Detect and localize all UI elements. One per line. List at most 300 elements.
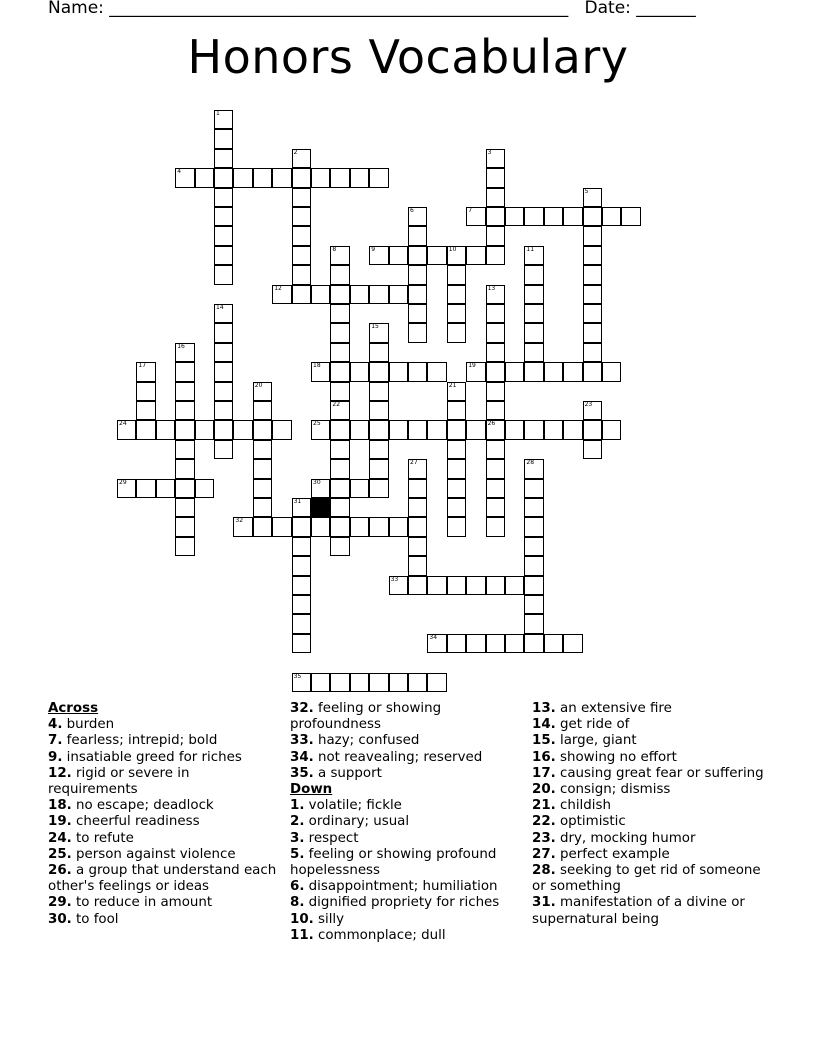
clue-text: cheerful readiness bbox=[71, 814, 200, 830]
grid-cell[interactable] bbox=[486, 498, 505, 517]
clue-item bbox=[290, 895, 520, 911]
grid-cell[interactable] bbox=[486, 576, 505, 595]
grid-cell[interactable] bbox=[389, 285, 408, 304]
grid-cell[interactable] bbox=[408, 265, 427, 284]
grid-cell[interactable] bbox=[369, 479, 388, 498]
grid-cell[interactable] bbox=[524, 517, 543, 536]
grid-cell[interactable] bbox=[466, 207, 485, 226]
grid-cell[interactable] bbox=[544, 634, 563, 653]
grid-cell[interactable] bbox=[292, 246, 311, 265]
grid-cell[interactable] bbox=[408, 362, 427, 381]
grid-cell[interactable] bbox=[195, 420, 214, 439]
clue-item bbox=[48, 847, 283, 863]
grid-cell[interactable] bbox=[350, 479, 369, 498]
grid-cell[interactable] bbox=[214, 207, 233, 226]
grid-cell[interactable] bbox=[447, 401, 466, 420]
clue-number-label: 35. bbox=[290, 765, 314, 781]
grid-cell[interactable] bbox=[486, 168, 505, 187]
clue-number: 2 bbox=[293, 148, 298, 156]
grid-cell[interactable] bbox=[524, 304, 543, 323]
grid-cell[interactable] bbox=[330, 304, 349, 323]
grid-cell[interactable] bbox=[583, 362, 602, 381]
grid-cell[interactable] bbox=[583, 285, 602, 304]
grid-cell[interactable] bbox=[292, 634, 311, 653]
grid-cell[interactable] bbox=[311, 285, 330, 304]
grid-cell[interactable] bbox=[486, 207, 505, 226]
clue-item bbox=[290, 766, 520, 782]
grid-cell[interactable] bbox=[136, 382, 155, 401]
grid-cell[interactable] bbox=[408, 479, 427, 498]
grid-cell[interactable] bbox=[272, 517, 291, 536]
clue-item bbox=[532, 717, 772, 733]
grid-cell[interactable] bbox=[486, 246, 505, 265]
grid-cell[interactable] bbox=[389, 362, 408, 381]
grid-cell[interactable] bbox=[486, 479, 505, 498]
clue-text: an extensive fire bbox=[555, 701, 672, 716]
grid-cell[interactable] bbox=[195, 479, 214, 498]
grid-cell[interactable] bbox=[292, 537, 311, 556]
grid-cell[interactable] bbox=[583, 188, 602, 207]
grid-cell[interactable] bbox=[175, 440, 194, 459]
grid-cell[interactable] bbox=[427, 362, 446, 381]
clue-text: silly bbox=[313, 911, 345, 927]
grid-cell[interactable] bbox=[253, 168, 272, 187]
grid-cell[interactable] bbox=[369, 517, 388, 536]
grid-cell[interactable] bbox=[486, 362, 505, 381]
grid-cell[interactable] bbox=[330, 498, 349, 517]
clue-number: 21 bbox=[448, 381, 457, 389]
grid-cell[interactable] bbox=[524, 459, 543, 478]
grid-cell[interactable] bbox=[233, 517, 252, 536]
grid-cell[interactable] bbox=[292, 265, 311, 284]
grid-cell[interactable] bbox=[583, 323, 602, 342]
grid-cell[interactable] bbox=[292, 207, 311, 226]
clue-number: 10 bbox=[448, 245, 457, 253]
grid-cell[interactable] bbox=[136, 362, 155, 381]
grid-cell[interactable] bbox=[214, 129, 233, 148]
grid-cell[interactable] bbox=[447, 265, 466, 284]
grid-cell[interactable] bbox=[602, 420, 621, 439]
grid-cell[interactable] bbox=[156, 420, 175, 439]
grid-cell[interactable] bbox=[175, 401, 194, 420]
grid-cell[interactable] bbox=[447, 498, 466, 517]
grid-cell[interactable] bbox=[350, 168, 369, 187]
grid-cell[interactable] bbox=[369, 343, 388, 362]
grid-cell[interactable] bbox=[292, 285, 311, 304]
grid-cell[interactable] bbox=[563, 207, 582, 226]
grid-cell[interactable] bbox=[408, 207, 427, 226]
grid-cell[interactable] bbox=[563, 420, 582, 439]
grid-cell[interactable] bbox=[292, 226, 311, 245]
grid-cell[interactable] bbox=[350, 420, 369, 439]
grid-cell[interactable] bbox=[330, 537, 349, 556]
grid-cell[interactable] bbox=[330, 265, 349, 284]
grid-cell[interactable] bbox=[311, 168, 330, 187]
grid-cell[interactable] bbox=[505, 576, 524, 595]
grid-cell[interactable] bbox=[466, 576, 485, 595]
grid-cell[interactable] bbox=[175, 479, 194, 498]
grid-cell[interactable] bbox=[583, 246, 602, 265]
clue-number: 24 bbox=[119, 420, 127, 428]
grid-cell[interactable] bbox=[292, 556, 311, 575]
clue-number-label: 29. bbox=[48, 895, 72, 911]
grid-cell[interactable] bbox=[447, 459, 466, 478]
grid-cell[interactable] bbox=[272, 420, 291, 439]
grid-cell[interactable] bbox=[214, 149, 233, 168]
grid-cell[interactable] bbox=[583, 207, 602, 226]
grid-cell[interactable] bbox=[524, 556, 543, 575]
clue-number: 31 bbox=[293, 498, 302, 505]
grid-cell[interactable] bbox=[408, 323, 427, 342]
grid-cell[interactable] bbox=[602, 207, 621, 226]
grid-cell[interactable] bbox=[524, 323, 543, 342]
grid-cell[interactable] bbox=[214, 323, 233, 342]
grid-cell[interactable] bbox=[311, 517, 330, 536]
grid-cell[interactable] bbox=[330, 459, 349, 478]
grid-cell[interactable] bbox=[389, 517, 408, 536]
grid-cell[interactable] bbox=[330, 517, 349, 536]
grid-cell[interactable] bbox=[253, 498, 272, 517]
grid-cell[interactable] bbox=[136, 420, 155, 439]
clue-number-label: 20. bbox=[532, 782, 556, 798]
clue-text: perfect example bbox=[555, 846, 670, 862]
grid-cell[interactable] bbox=[447, 634, 466, 653]
grid-cell[interactable] bbox=[408, 226, 427, 245]
grid-cell[interactable] bbox=[427, 673, 446, 692]
grid-cell[interactable] bbox=[214, 110, 233, 129]
clue-text: dry, mocking humor bbox=[555, 830, 696, 846]
grid-cell[interactable] bbox=[408, 556, 427, 575]
grid-cell[interactable] bbox=[311, 420, 330, 439]
grid-cell[interactable] bbox=[214, 401, 233, 420]
grid-cell[interactable] bbox=[544, 207, 563, 226]
grid-cell[interactable] bbox=[330, 382, 349, 401]
clue-text: causing great fear or suffering bbox=[555, 765, 764, 781]
grid-cell[interactable] bbox=[583, 343, 602, 362]
clue-number: 19 bbox=[468, 362, 476, 370]
clue-number-label: 31. bbox=[532, 895, 556, 911]
grid-cell[interactable] bbox=[175, 168, 194, 187]
grid-cell[interactable] bbox=[253, 479, 272, 498]
grid-cell[interactable] bbox=[369, 382, 388, 401]
clue-number-label: 22. bbox=[532, 814, 556, 830]
grid-cell[interactable] bbox=[389, 420, 408, 439]
grid-cell[interactable] bbox=[350, 362, 369, 381]
clue-item bbox=[290, 847, 520, 879]
grid-cell[interactable] bbox=[214, 440, 233, 459]
grid-cell[interactable] bbox=[330, 440, 349, 459]
grid-cell[interactable] bbox=[563, 362, 582, 381]
grid-cell[interactable] bbox=[389, 576, 408, 595]
grid-cell[interactable] bbox=[369, 168, 388, 187]
grid-cell[interactable] bbox=[486, 459, 505, 478]
grid-cell[interactable] bbox=[369, 673, 388, 692]
grid-cell[interactable] bbox=[214, 168, 233, 187]
grid-cell[interactable] bbox=[253, 382, 272, 401]
grid-cell[interactable] bbox=[253, 517, 272, 536]
grid-cell[interactable] bbox=[214, 382, 233, 401]
grid-cell[interactable] bbox=[233, 420, 252, 439]
grid-cell[interactable] bbox=[447, 323, 466, 342]
grid-cell[interactable] bbox=[544, 420, 563, 439]
grid-cell[interactable] bbox=[292, 517, 311, 536]
clue-number-label: 26. bbox=[48, 863, 72, 879]
grid-cell[interactable] bbox=[330, 420, 349, 439]
clue-number-label: 32. bbox=[290, 701, 314, 716]
across-clue-list bbox=[48, 717, 283, 928]
date-blank[interactable]: _______ bbox=[636, 0, 696, 18]
clue-text: no escape; deadlock bbox=[71, 798, 214, 814]
grid-cell[interactable] bbox=[408, 459, 427, 478]
clue-number-label: 21. bbox=[532, 798, 556, 814]
grid-cell[interactable] bbox=[214, 343, 233, 362]
grid-cell[interactable] bbox=[175, 382, 194, 401]
grid-cell[interactable] bbox=[214, 188, 233, 207]
grid-cell[interactable] bbox=[369, 362, 388, 381]
grid-cell[interactable] bbox=[253, 459, 272, 478]
grid-cell[interactable] bbox=[195, 168, 214, 187]
grid-cell[interactable] bbox=[524, 614, 543, 633]
grid-cell[interactable] bbox=[233, 168, 252, 187]
clue-number: 26 bbox=[487, 420, 496, 428]
grid-cell[interactable] bbox=[583, 401, 602, 420]
grid-cell[interactable] bbox=[486, 343, 505, 362]
grid-cell[interactable] bbox=[447, 576, 466, 595]
grid-cell[interactable] bbox=[583, 265, 602, 284]
grid-cell[interactable] bbox=[486, 382, 505, 401]
grid-cell[interactable] bbox=[175, 362, 194, 381]
grid-cell[interactable] bbox=[330, 246, 349, 265]
clue-number-label: 18. bbox=[48, 798, 72, 814]
clue-text: person against violence bbox=[71, 846, 236, 862]
clue-number-label: 28. bbox=[532, 863, 556, 879]
grid-cell[interactable] bbox=[524, 207, 543, 226]
grid-cell[interactable] bbox=[292, 576, 311, 595]
grid-cell[interactable] bbox=[175, 517, 194, 536]
grid-cell[interactable] bbox=[350, 517, 369, 536]
grid-cell[interactable] bbox=[427, 420, 446, 439]
clue-text: burden bbox=[62, 717, 115, 733]
grid-cell[interactable] bbox=[524, 420, 543, 439]
grid-cell[interactable] bbox=[544, 362, 563, 381]
grid-cell[interactable] bbox=[408, 285, 427, 304]
grid-cell[interactable] bbox=[175, 537, 194, 556]
grid-cell[interactable] bbox=[427, 634, 446, 653]
grid-cell[interactable] bbox=[524, 595, 543, 614]
grid-cell[interactable] bbox=[583, 226, 602, 245]
grid-cell[interactable] bbox=[330, 168, 349, 187]
grid-cell[interactable] bbox=[292, 188, 311, 207]
grid-cell[interactable] bbox=[524, 343, 543, 362]
grid-cell[interactable] bbox=[486, 323, 505, 342]
grid-cell[interactable] bbox=[563, 634, 582, 653]
clue-number: 27 bbox=[410, 459, 418, 467]
grid-cell[interactable] bbox=[486, 285, 505, 304]
grid-cell[interactable] bbox=[330, 323, 349, 342]
grid-cell[interactable] bbox=[486, 304, 505, 323]
grid-cell[interactable] bbox=[524, 246, 543, 265]
grid-cell[interactable] bbox=[583, 440, 602, 459]
grid-cell[interactable] bbox=[214, 420, 233, 439]
clue-item bbox=[532, 847, 772, 863]
grid-cell[interactable] bbox=[253, 420, 272, 439]
grid-cell[interactable] bbox=[505, 420, 524, 439]
clue-text: dignified propriety for riches bbox=[304, 895, 500, 911]
grid-cell[interactable] bbox=[175, 420, 194, 439]
grid-cell[interactable] bbox=[505, 207, 524, 226]
grid-cell[interactable] bbox=[369, 323, 388, 342]
grid-cell[interactable] bbox=[466, 246, 485, 265]
grid-cell[interactable] bbox=[408, 304, 427, 323]
clue-number-label: 1. bbox=[290, 798, 305, 814]
clues-column-1 bbox=[48, 701, 283, 928]
grid-cell[interactable] bbox=[369, 285, 388, 304]
grid-cell[interactable] bbox=[253, 440, 272, 459]
grid-cell[interactable] bbox=[369, 440, 388, 459]
clue-item bbox=[532, 782, 772, 798]
clue-text: rigid or severe in requirements bbox=[48, 765, 190, 798]
grid-cell[interactable] bbox=[292, 168, 311, 187]
clue-number-label: 5. bbox=[290, 846, 305, 862]
clue-item bbox=[290, 733, 520, 749]
grid-cell[interactable] bbox=[505, 362, 524, 381]
grid-cell[interactable] bbox=[447, 420, 466, 439]
clue-number-label: 24. bbox=[48, 830, 72, 846]
grid-cell[interactable] bbox=[369, 420, 388, 439]
grid-cell[interactable] bbox=[486, 401, 505, 420]
grid-cell[interactable] bbox=[486, 634, 505, 653]
grid-cell[interactable] bbox=[272, 285, 291, 304]
grid-cell[interactable] bbox=[330, 673, 349, 692]
grid-cell[interactable] bbox=[466, 634, 485, 653]
grid-cell[interactable] bbox=[369, 401, 388, 420]
grid-cell[interactable] bbox=[330, 401, 349, 420]
grid-cell[interactable] bbox=[350, 285, 369, 304]
grid-cell[interactable] bbox=[330, 343, 349, 362]
grid-cell[interactable] bbox=[311, 362, 330, 381]
grid-cell[interactable] bbox=[330, 479, 349, 498]
grid-cell[interactable] bbox=[524, 362, 543, 381]
clue-text: get ride of bbox=[555, 717, 630, 733]
clue-item bbox=[290, 701, 520, 733]
clue-text: to reduce in amount bbox=[71, 895, 213, 911]
grid-cell[interactable] bbox=[369, 246, 388, 265]
grid-cell[interactable] bbox=[447, 246, 466, 265]
clue-number-label: 3. bbox=[290, 830, 305, 846]
grid-cell[interactable] bbox=[292, 614, 311, 633]
grid-cell[interactable] bbox=[447, 479, 466, 498]
grid-cell[interactable] bbox=[524, 537, 543, 556]
grid-cell[interactable] bbox=[408, 498, 427, 517]
grid-cell[interactable] bbox=[524, 285, 543, 304]
grid-cell[interactable] bbox=[447, 517, 466, 536]
grid-cell[interactable] bbox=[175, 459, 194, 478]
clue-text: a group that understand each other's feelings or ideas bbox=[48, 863, 277, 895]
grid-cell[interactable] bbox=[292, 498, 311, 517]
grid-cell[interactable] bbox=[408, 576, 427, 595]
grid-cell[interactable] bbox=[524, 265, 543, 284]
grid-cell[interactable] bbox=[408, 537, 427, 556]
grid-cell[interactable] bbox=[175, 343, 194, 362]
grid-cell[interactable] bbox=[214, 362, 233, 381]
grid-cell[interactable] bbox=[136, 401, 155, 420]
grid-cell[interactable] bbox=[466, 362, 485, 381]
grid-cell[interactable] bbox=[292, 595, 311, 614]
grid-cell[interactable] bbox=[214, 226, 233, 245]
grid-cell[interactable] bbox=[175, 498, 194, 517]
grid-cell[interactable] bbox=[408, 517, 427, 536]
grid-cell[interactable] bbox=[486, 517, 505, 536]
grid-cell[interactable] bbox=[524, 479, 543, 498]
grid-cell[interactable] bbox=[311, 479, 330, 498]
clue-number: 25 bbox=[313, 420, 321, 428]
grid-cell[interactable] bbox=[447, 285, 466, 304]
clue-number-label: 7. bbox=[48, 733, 63, 749]
grid-cell[interactable] bbox=[447, 382, 466, 401]
name-blank[interactable]: ______________________________________________________ bbox=[109, 0, 569, 18]
grid-cell[interactable] bbox=[447, 440, 466, 459]
grid-cell[interactable] bbox=[117, 420, 136, 439]
grid-cell[interactable] bbox=[524, 498, 543, 517]
grid-cell[interactable] bbox=[427, 576, 446, 595]
grid-cell[interactable] bbox=[486, 226, 505, 245]
clue-number-label: 23. bbox=[532, 830, 556, 846]
clue-text: manifestation of a divine or supernatural being bbox=[532, 895, 745, 927]
grid-cell[interactable] bbox=[486, 440, 505, 459]
grid-cell[interactable] bbox=[369, 459, 388, 478]
grid-cell[interactable] bbox=[311, 673, 330, 692]
grid-cell[interactable] bbox=[117, 479, 136, 498]
name-label: Name: bbox=[48, 0, 104, 18]
grid-cell[interactable] bbox=[602, 362, 621, 381]
grid-cell[interactable] bbox=[466, 420, 485, 439]
grid-cell[interactable] bbox=[408, 673, 427, 692]
grid-cell[interactable] bbox=[214, 246, 233, 265]
grid-cell[interactable] bbox=[389, 673, 408, 692]
grid-cell[interactable] bbox=[505, 634, 524, 653]
grid-cell[interactable] bbox=[524, 576, 543, 595]
grid-cell[interactable] bbox=[524, 634, 543, 653]
clue-item bbox=[532, 863, 772, 895]
grid-cell[interactable] bbox=[583, 420, 602, 439]
grid-cell[interactable] bbox=[272, 168, 291, 187]
grid-cell[interactable] bbox=[330, 362, 349, 381]
grid-cell[interactable] bbox=[486, 188, 505, 207]
grid-cell[interactable] bbox=[408, 246, 427, 265]
clue-text: showing no effort bbox=[555, 749, 677, 765]
date-label: Date: bbox=[584, 0, 631, 18]
clue-number: 6 bbox=[410, 207, 414, 214]
grid-cell[interactable] bbox=[408, 420, 427, 439]
grid-cell[interactable] bbox=[292, 149, 311, 168]
grid-cell[interactable] bbox=[156, 479, 175, 498]
grid-cell[interactable] bbox=[253, 401, 272, 420]
grid-cell[interactable] bbox=[214, 265, 233, 284]
grid-cell[interactable] bbox=[486, 149, 505, 168]
grid-cell[interactable] bbox=[292, 673, 311, 692]
grid-cell[interactable] bbox=[427, 246, 446, 265]
grid-cell[interactable] bbox=[136, 479, 155, 498]
grid-cell[interactable] bbox=[330, 285, 349, 304]
grid-cell[interactable] bbox=[583, 304, 602, 323]
clue-text: a support bbox=[313, 765, 382, 781]
grid-cell[interactable] bbox=[350, 673, 369, 692]
grid-cell[interactable] bbox=[621, 207, 640, 226]
grid-cell[interactable] bbox=[486, 420, 505, 439]
grid-cell[interactable] bbox=[389, 246, 408, 265]
grid-cell[interactable] bbox=[447, 304, 466, 323]
grid-cell[interactable] bbox=[214, 304, 233, 323]
